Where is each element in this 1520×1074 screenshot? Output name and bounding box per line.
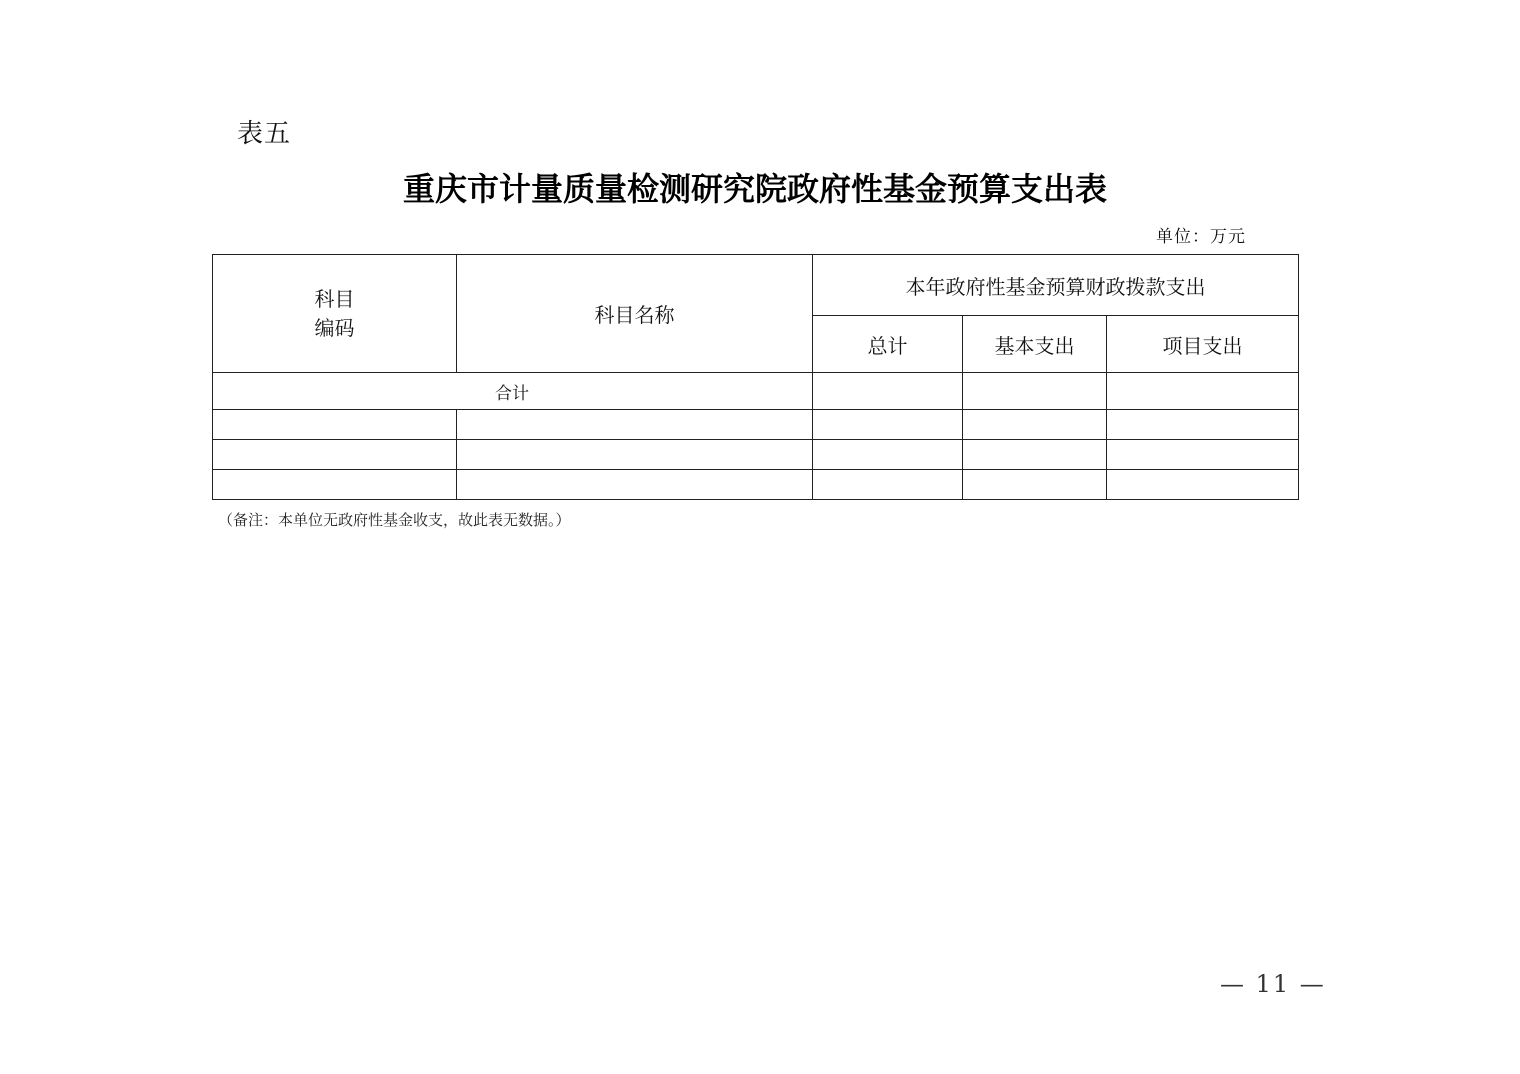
header-row-1 xyxy=(213,255,1299,316)
header-subject-code-line2: 编码 xyxy=(314,315,355,340)
row-project xyxy=(1107,440,1299,470)
total-row-basic xyxy=(963,373,1107,410)
row-total xyxy=(813,470,963,500)
row-name xyxy=(457,440,813,470)
row-name xyxy=(457,410,813,440)
budget-table xyxy=(212,254,1299,500)
table-row xyxy=(213,410,1299,440)
row-total xyxy=(813,440,963,470)
row-code xyxy=(213,470,457,500)
row-basic xyxy=(963,440,1107,470)
total-row-total xyxy=(813,373,963,410)
table-label: 表五 xyxy=(237,119,292,149)
row-project xyxy=(1107,410,1299,440)
header-subject-code-line1: 科目 xyxy=(314,286,355,311)
table-note: （备注：本单位无政府性基金收支，故此表无数据。） xyxy=(218,511,571,529)
total-row-label: 合计 xyxy=(213,373,813,410)
header-subject-name: 科目名称 xyxy=(457,255,813,373)
header-total: 总计 xyxy=(813,316,963,373)
total-row xyxy=(213,373,1299,410)
header-subject-code xyxy=(213,255,457,373)
page-number: — 11 — xyxy=(1220,970,1326,998)
table-row xyxy=(213,470,1299,500)
row-code xyxy=(213,440,457,470)
unit-label: 单位：万元 xyxy=(1156,227,1246,247)
row-code xyxy=(213,410,457,440)
row-basic xyxy=(963,470,1107,500)
total-row-project xyxy=(1107,373,1299,410)
table-row xyxy=(213,440,1299,470)
row-name xyxy=(457,470,813,500)
header-group-expenditure: 本年政府性基金预算财政拨款支出 xyxy=(813,255,1299,316)
header-basic-expenditure: 基本支出 xyxy=(963,316,1107,373)
row-basic xyxy=(963,410,1107,440)
row-project xyxy=(1107,470,1299,500)
document-title: 重庆市计量质量检测研究院政府性基金预算支出表 xyxy=(402,170,1107,208)
row-total xyxy=(813,410,963,440)
header-project-expenditure: 项目支出 xyxy=(1107,316,1299,373)
